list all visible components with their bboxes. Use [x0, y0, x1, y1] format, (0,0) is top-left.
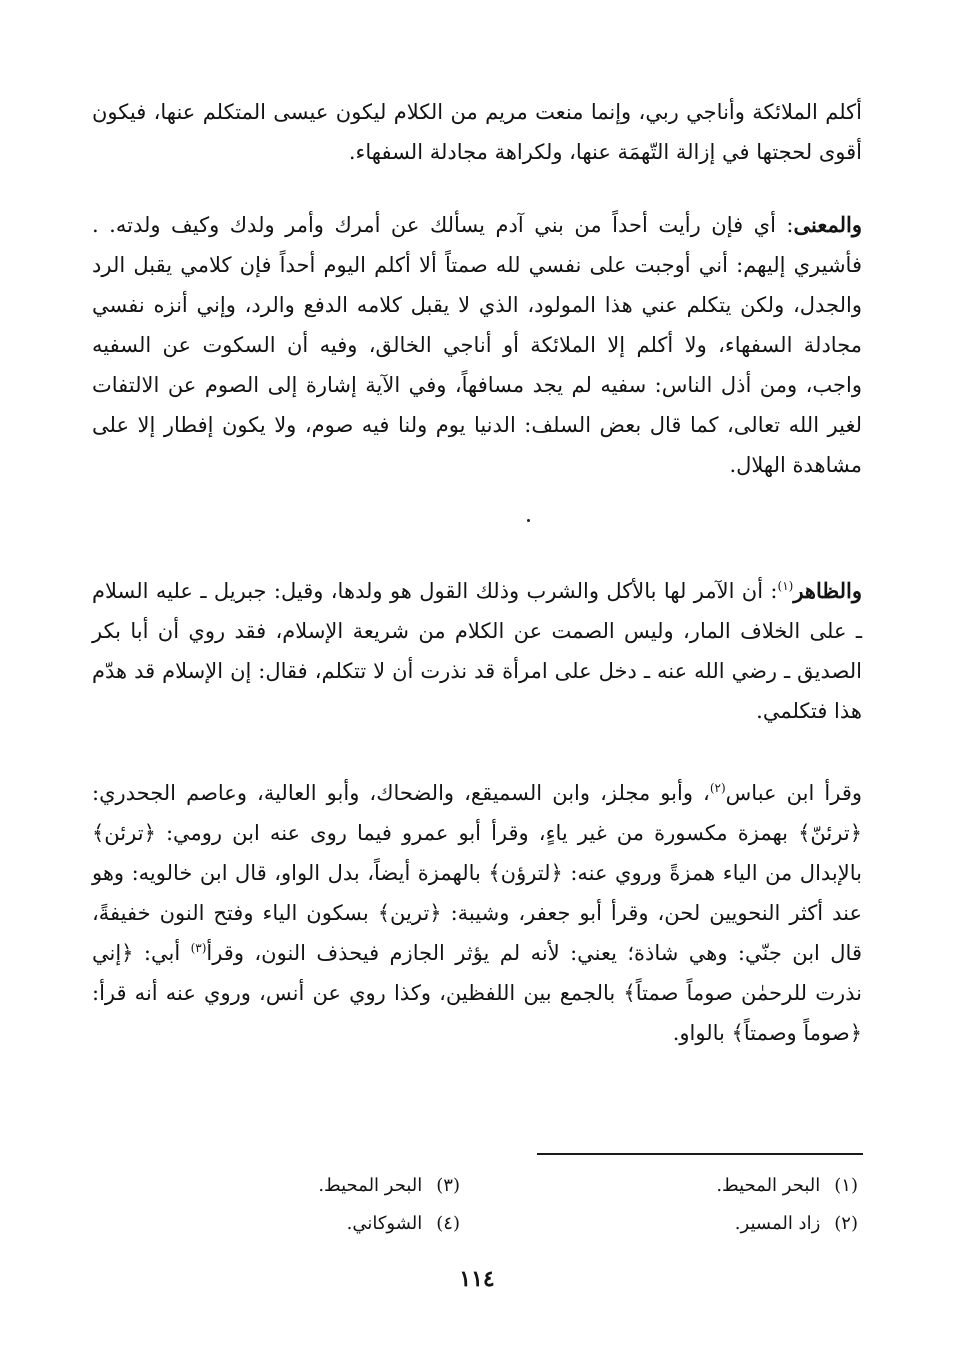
footnote-3-number: (٣): [436, 1175, 460, 1196]
paragraph-3-lead: والظاهر: [793, 578, 862, 603]
footnote-4: [347, 1210, 460, 1238]
footnote-2-text: زاد المسير.: [734, 1213, 821, 1234]
paragraph-3-body: [92, 571, 862, 731]
footnote-ref-2: (٢): [709, 781, 726, 795]
footnote-1-text: البحر المحيط.: [716, 1175, 821, 1196]
paragraph-4-text-a: وقرأ ابن عباس: [725, 781, 862, 805]
footnote-2-number: (٢): [834, 1213, 858, 1234]
footnote-3: [318, 1172, 460, 1200]
paragraph-2-body: [92, 205, 862, 485]
paragraph-4: [92, 773, 862, 1053]
page-number: ١١٤: [459, 1266, 495, 1292]
footnote-2: [735, 1210, 858, 1238]
paragraph-2-text: : أي فإن رأيت أحداً من بني آدم يسألك عن أمرك وأمر ولدك وكيف ولدته. . فأشيري إليهم: أني أوجبت على نفسي لله صمتاً ألا أكلم اليوم أحداً فإن كلامي يقبل الرد والجدل، ولكن يتكلم عني هذا المولود، الذي لا يقبل كلامه الدفع والرد، وإني أنزه نفسي مجادلة السفهاء، ولا أكلم إلا الملائكة أو أناجي الخالق، وفيه أن السكوت عن السفيه واجب، ومن أذل الناس: سفيه لم يجد مسافهاً، وفي الآية إشارة إلى الصوم عن الالتفات لغير الله تعالى، كما قال بعض السلف: الدنيا يوم ولنا فيه صوم، ولا يكون إفطار إلا على مشاهدة الهلال.: [92, 213, 862, 477]
footnote-1-number: (١): [834, 1175, 858, 1196]
paragraph-1: [92, 92, 862, 172]
footnote-4-text: الشوكاني.: [346, 1213, 423, 1234]
paragraph-3-text: : أن الآمر لها بالأكل والشرب وذلك القول هو ولدها، وقيل: جبريل ـ عليه السلام ـ على الخلاف المار، وليس الصمت عن الكلام من شريعة الإسلام، فقد روي أن أبا بكر الصديق ـ رضي الله عنه ـ دخل على امرأة قد نذرت أن لا تتكلم، فقال: إن الإسلام قد هدّم هذا فتكلمي.: [92, 579, 862, 723]
paragraph-4-text-c: أبي: ﴿إني نذرت للرحمٰن صوماً صمتاً﴾ بالجمع بين اللفظين، وكذا روي عن أنس، وروي عنه أنه قرأ: ﴿صوماً وصمتاً﴾ بالواو.: [92, 941, 862, 1045]
paragraph-2: [92, 205, 862, 485]
footnote-ref-3: (٣): [190, 941, 207, 955]
paragraph-4-body: [92, 773, 862, 1053]
paragraph-2-lead: والمعنى: [793, 212, 862, 237]
paragraph-3: [92, 571, 862, 731]
paragraph-1-text: أكلم الملائكة وأناجي ربي، وإنما منعت مريم من الكلام ليكون عيسى المتكلم عنها، فيكون أقوى لحجتها في إزالة التّهمَة عنها، ولكراهة مجادلة السفهاء.: [92, 100, 862, 164]
footnote-ref-1: (١): [777, 579, 794, 593]
footnote-1: [716, 1172, 858, 1200]
print-speck: [527, 519, 530, 522]
footnote-3-text: البحر المحيط.: [318, 1175, 423, 1196]
footnote-separator: [537, 1153, 863, 1155]
footnote-4-number: (٤): [436, 1213, 460, 1234]
paragraph-4-text-b: ، وأبو مجلز، وابن السميقع، والضحاك، وأبو العالية، وعاصم الجحدري: ﴿ترئنّ﴾ بهمزة مكسورة من غير ياءٍ، وقرأ أبو عمرو فيما روى عنه ابن رومي: ﴿ترئن﴾ بالإبدال من الياء همزةً وروي عنه: ﴿لترؤن﴾ بالهمزة أيضاً، بدل الواو، قال ابن خالويه: وهو عند أكثر النحويين لحن، وقرأ أبو جعفر، وشيبة: ﴿ترين﴾ بسكون الياء وفتح النون خفيفةً، قال ابن جنّي: وهي شاذة؛ يعني: لأنه لم يؤثر الجازم فيحذف النون، وقرأ: [92, 781, 862, 965]
